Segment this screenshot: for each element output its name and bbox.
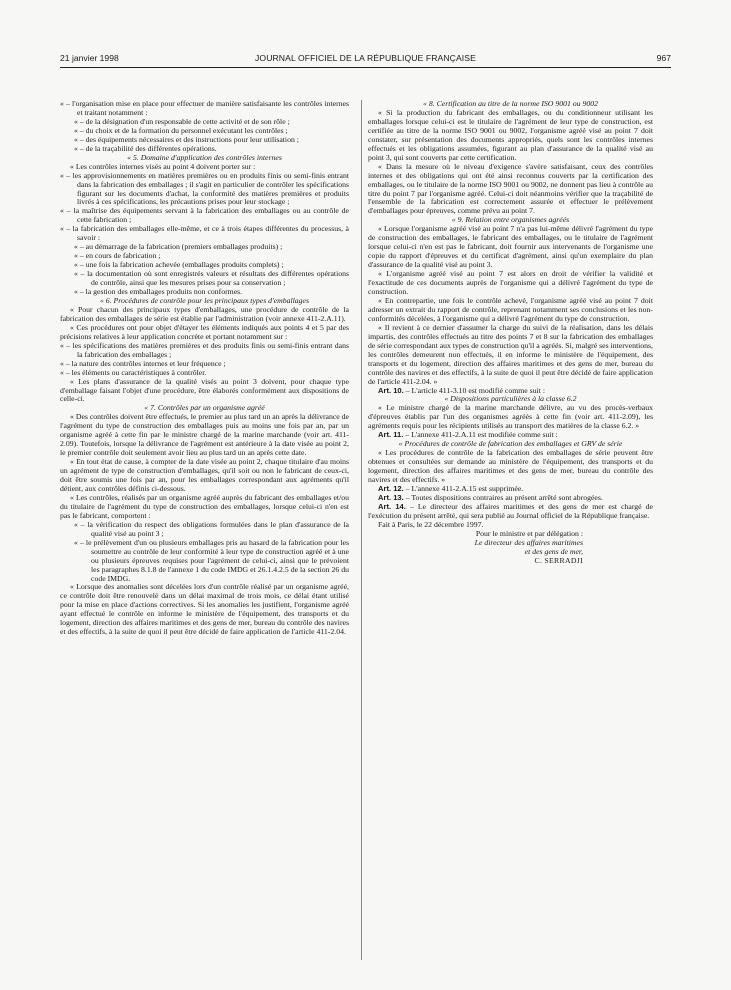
paragraph-text: « En tout état de cause, à compter de la date visée au point 2, chaque titulaire d'au moins un agrément de type de construction d'emballages, qu'il soit ou non le fabricant de ceux-ci, doit être soumis une fois par an, pour les emballages correspondant aux agréments qu'il détient, aux contrôles définis ci-dessous.	[60, 457, 349, 493]
paragraph-text: « Pour chacun des principaux types d'emballages, une procédure de contrôle de la fabrication des emballages de série est établie par l'administration (voir annexe 411-2.A.11).	[60, 304, 349, 323]
paragraph-text: « 8. Certification au titre de la norme ISO 9001 ou 9002	[423, 99, 598, 108]
paragraph	[60, 306, 349, 324]
paragraph-text: « – en cours de fabrication ;	[74, 251, 161, 261]
paragraph	[60, 494, 349, 521]
paragraph	[60, 342, 349, 360]
paragraph-text: « 7. Contrôles par un organisme agréé	[144, 403, 265, 413]
paragraph-text: Pour le ministre et par délégation :	[475, 528, 583, 538]
paragraph-text: « – le prélèvement d'un ou plusieurs emballages pris au hasard de la fabrication pour les soumettre au contrôle de leur conformité à leur type de construction agréé et à une ou plusieurs épreuves requises pour l'agrément de celui-ci, ainsi que le prévoient les paragraphes 8.1.8 de l'annexe 1 du code IMDG et 26.1.4.2.5 de la section 26 du code IMDG.	[74, 537, 349, 583]
paragraph	[60, 521, 349, 539]
signature-line	[368, 548, 653, 557]
paragraph-text: « – la nature des contrôles internes et leur fréquence ;	[60, 358, 226, 368]
paragraph-text: « Des contrôles doivent être effectués, le premier au plus tard un an après la délivrance de l'agrément du type de construction des emballages puis au moins une fois par an, par un organisme agréé à cette fin par le ministre chargé de la marine marchande (voir art. 411-2.09). Toutefois, lorsque la délivrance de l'agrément est antérieure à la date visée au point 2, le premier contrôle doit seulement avoir lieu au plus tard un an après cette date.	[60, 412, 349, 458]
paragraph-text: et des gens de mer,	[524, 546, 583, 556]
paragraph	[368, 449, 653, 485]
paragraph-text: « – la fabrication des emballages elle-même, et ce à trois étapes différentes du processus, à savoir :	[60, 224, 349, 243]
header-rule	[60, 67, 671, 68]
journal-title: JOURNAL OFFICIEL DE LA RÉPUBLIQUE FRANÇAISE	[255, 53, 476, 63]
paragraph-text: « Il revient à ce dernier d'assumer la charge du suivi de la réalisation, dans les délais impartis, des contrôles effectués au titre des points 7 et 8 sur la fabrication des emballages de série correspondant aux types de construction qu'il a agréés. Si, malgré ses interventions, les contrôles demeurent non effectués, il en informe le ministère de l'équipement, des transports et du logement, direction des affaires maritimes et des gens de mer, bureau du contrôle des navires et des effectifs, à la suite de quoi il peut être décidé de faire application de l'article 411-2.04. »	[368, 322, 653, 386]
left-column	[60, 100, 349, 637]
paragraph-text: – Toutes dispositions contraires au présent arrêté sont abrogées.	[403, 492, 603, 502]
page-number: 967	[656, 53, 671, 63]
paragraph-text: Fait à Paris, le 22 décembre 1997.	[378, 519, 484, 529]
paragraph-text: – Le directeur des affaires maritimes et des gens de mer est chargé de l'exécution du présent arrêté, qui sera publié au Journal officiel de la République française.	[368, 501, 653, 520]
article-number: Art. 10.	[378, 385, 404, 395]
paragraph-text: « – de la traçabilité des différentes opérations.	[74, 143, 217, 153]
article-paragraph	[368, 503, 653, 521]
paragraph	[60, 583, 349, 637]
paragraph	[368, 109, 653, 163]
paragraph-text: « Ces procédures ont pour objet d'étayer les éléments indiqués aux points 4 et 5 par des précisions relatives à leur application concrète et portant notamment sur :	[60, 322, 349, 341]
paragraph	[60, 324, 349, 342]
paragraph-text: « Si la production du fabricant des emballages, ou du conditionneur utilisant les emballages lorsque celui-ci est le titulaire de l'agrément de leur type de construction, est certifiée au titre de la norme ISO 9001 ou 9002, l'organisme agréé visé au point 7 doit constater, sur présentation des documents appropriés, quels sont les contrôles internes effectués et les obligations assumées, figurant au plan d'assurance de la qualité visé au point 3, qui sont couverts par cette certification.	[368, 107, 653, 162]
paragraph-text: – L'article 411-3.10 est modifié comme suit :	[403, 385, 545, 395]
paragraph-text: C. SERRADJI	[534, 555, 583, 565]
paragraph	[60, 225, 349, 243]
paragraph-text: « – au démarrage de la fabrication (premiers emballages produits) ;	[74, 242, 283, 252]
paragraph-text: « – les éléments ou caractéristiques à contrôler.	[60, 367, 207, 377]
paragraph	[60, 539, 349, 584]
paragraph-text: – L'annexe 411-2.A.11 est modifiée comme suit :	[403, 430, 558, 440]
paragraph	[60, 100, 349, 118]
paragraph-text: « 5. Domaine d'application des contrôles internes	[127, 152, 282, 162]
paragraph	[368, 163, 653, 217]
paragraph-text: « Dispositions particulières à la classe 6.2	[444, 394, 577, 404]
signature-line	[368, 539, 653, 548]
paragraph-text: « – la vérification du respect des obligations formulées dans le plan d'assurance de la qualité visé au point 3 ;	[74, 519, 349, 538]
paragraph-text: « – les spécifications des matières premières et des produits finis ou semi-finis entrant dans la fabrication des emballages ;	[60, 340, 349, 359]
paragraph-text: « – les approvisionnements en matières premières ou en produits finis ou semi-finis entrant dans la fabrication des emballages ; il s'agit en particulier de contrôler les spécifications figurant sur les documents d'achat, la conformité des matières premières et produits livrés à ces spécifications, les précautions prises pour leur stockage ;	[60, 170, 349, 207]
paragraph-text: « 6. Procédures de contrôle pour les principaux types d'emballages	[99, 295, 309, 305]
paragraph-text: « Lorsque l'organisme agréé visé au point 7 n'a pas lui-même délivré l'agrément du type de construction des emballages, le fabricant des emballages, ou le titulaire de l'agrément lorsque celui-ci n'en est pas le fabricant, doit fournir aux intervenants de l'organisme une copie du rapport d'épreuves et du certificat d'agrément, ainsi qu'un exemplaire du plan d'assurance de la qualité visé au point 3.	[368, 224, 653, 270]
paragraph-text: « 9. Relation entre organismes agréés	[451, 215, 570, 225]
paragraph	[368, 270, 653, 297]
paragraph-text: « – une fois la fabrication achevée (emballages produits complets) ;	[74, 260, 284, 270]
paragraph-text: « – l'organisation mise en place pour effectuer de manière satisfaisante les contrôles internes et traitant notamment :	[60, 99, 349, 117]
paragraph-text: « – la gestion des emballages produits non conformes.	[74, 287, 243, 297]
paragraph-text: « – des équipements nécessaires et des instructions pour leur utilisation ;	[74, 134, 299, 144]
paragraph-text: « Le ministre chargé de la marine marchande délivre, au vu des procès-verbaux d'épreuves établis par l'un des organismes agréés à cette fin (voir art. 411-2.09), les agréments requis pour les récipients utilisés au transport des matières de la classe 6.2. »	[368, 403, 653, 431]
paragraph	[60, 172, 349, 208]
paragraph-text: Le directeur des affaires maritimes	[474, 537, 583, 547]
paragraph	[368, 404, 653, 431]
paragraph	[368, 297, 653, 324]
header-date: 21 janvier 1998	[60, 53, 119, 63]
paragraph-text: « En contrepartie, une fois le contrôle achevé, l'organisme agréé visé au point 7 doit adresser un extrait du rapport de contrôle, reprenant notamment ses conclusions et les non-conformités décelées, à l'organisme qui a délivré l'agrément du type de construction.	[368, 295, 653, 323]
paragraph-text: « Les contrôles, réalisés par un organisme agréé auprès du fabricant des emballages et/ou du titulaire de l'agrément du type de construction des emballages, lorsque celui-ci n'en est pas le fabricant, comportent :	[60, 492, 349, 520]
paragraph-text: « Les plans d'assurance de la qualité visés au point 3 doivent, pour chaque type d'emballage faisant l'objet d'une procédure, être élaborés conformément aux dispositions de celle-ci.	[60, 376, 349, 404]
paragraph	[60, 378, 349, 405]
paragraph	[60, 270, 349, 288]
paragraph-text: « – la documentation où sont enregistrés valeurs et résultats des différentes opérations de contrôle, ainsi que les mesures prises pour sa conservation ;	[74, 269, 349, 288]
paragraph-text: « Les contrôles internes visés au point 4 doivent porter sur :	[70, 161, 256, 171]
paragraph-text: « – la maîtrise des équipements servant à la fabrication des emballages ou au contrôle de cette fabrication ;	[60, 206, 349, 225]
paragraph-text: « – de la désignation d'un responsable de cette activité et de son rôle ;	[74, 116, 290, 126]
article-number: Art. 14.	[378, 501, 406, 511]
paragraph-text: « Procédures de contrôle de fabrication des emballages et GRV de série	[398, 439, 623, 449]
article-number: Art. 13.	[378, 492, 404, 502]
article-number: Art. 12.	[378, 483, 404, 493]
right-column	[368, 100, 653, 566]
paragraph	[60, 413, 349, 458]
article-number: Art. 11.	[378, 430, 404, 440]
paragraph-text: « Dans la mesure où le niveau d'exigence s'avère satisfaisant, ceux des contrôles internes et des obligations qui ont été ainsi reconnus couverts par la certification des emballages, ou le titulaire de la norme ISO 9001 ou 9002, ne donnent pas lieu à contrôle au titre du point 7 par l'organisme agréé. Celui-ci doit néanmoins vérifier que la traçabilité de l'ensemble de la fabrication est correctement assurée et effectuer le prélèvement d'emballages pour épreuves, comme prévu au point 7.	[368, 161, 653, 216]
paragraph	[368, 225, 653, 270]
paragraph-text: « L'organisme agréé visé au point 7 est alors en droit de vérifier la validité et l'exactitude de ces documents auprès de l'organisme qui a délivré l'agrément du type de construction.	[368, 269, 653, 297]
paragraph-text: « Les procédures de contrôle de la fabrication des emballages de série peuvent être obtenues et consultées sur demande au ministère de l'équipement, des transports et du logement, direction des affaires maritimes et des gens de mer, bureau du contrôle des navires et des effectifs. »	[368, 448, 653, 485]
paragraph-text: – L'annexe 411-2.A.15 est supprimée.	[403, 483, 524, 493]
signature-line	[368, 557, 653, 566]
paragraph	[368, 324, 653, 387]
page-header	[60, 53, 671, 67]
column-divider	[361, 100, 362, 960]
paragraph-text: « – du choix et de la formation du personnel exécutant les contrôles ;	[74, 125, 288, 135]
paragraph	[60, 458, 349, 494]
paragraph	[60, 207, 349, 225]
paragraph-text: « Lorsque des anomalies sont décelées lors d'un contrôle réalisé par un organisme agréé, ce contrôle doit être renouvelé dans un délai maximal de trois mois, ce délai étant utilisé pour la mise en place d'actions correctives. Si les anomalies les justifient, l'organisme agréé ayant effectué le contrôle en informe le ministère de l'équipement, des transports et du logement, direction des affaires maritimes et des gens de mer, bureau du contrôle des navires et des effectifs, à la suite de quoi il peut être décidé de faire application de l'article 411-2.04.	[60, 582, 349, 637]
